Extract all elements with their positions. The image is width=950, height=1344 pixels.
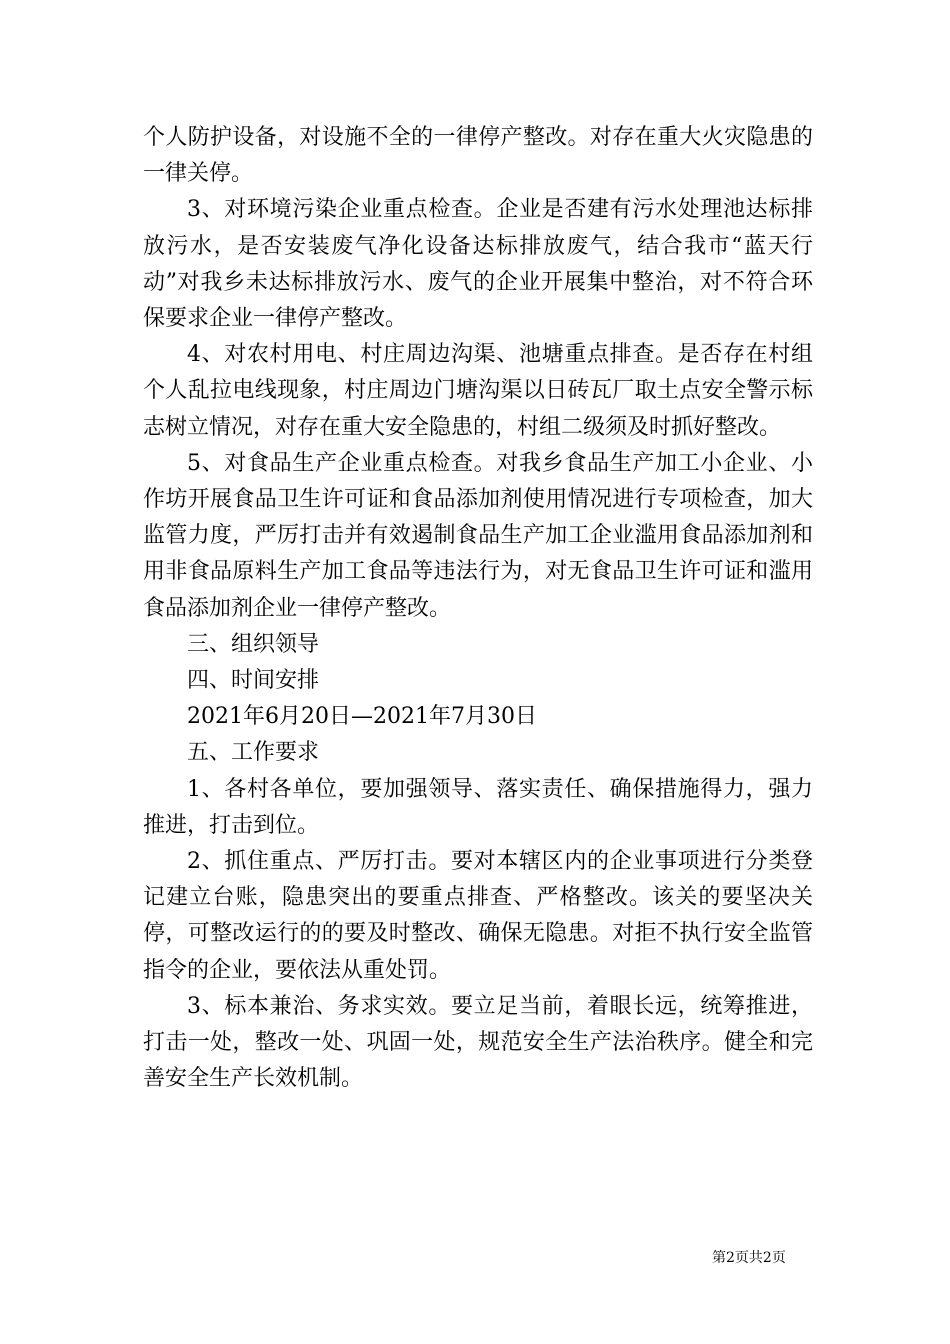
section-heading-organization: 三、组织领导	[187, 631, 320, 657]
requirement-3: 3、标本兼治、务求实效。要立足当前，着眼长远，统筹推进，打击一处，整改一处、巩固一处，规范安全生产法治秩序。健全和完善安全生产长效机制。	[143, 993, 813, 1092]
paragraph-4: 5、对食品生产企业重点检查。对我乡食品生产加工小企业、小作坊开展食品卫生许可证和食品添加剂使用情况进行专项检查，加大监管力度，严厉打击并有效遏制食品生产加工企业滥用食品添加剂和用非食品原料生产加工食品等违法行为，对无食品卫生许可证和滥用食品添加剂企业一律停产整改。	[143, 450, 813, 621]
section-heading-schedule: 四、时间安排	[187, 668, 320, 694]
section-heading-requirements: 五、工作要求	[187, 740, 320, 766]
requirement-2: 2、抓住重点、严厉打击。要对本辖区内的企业事项进行分类登记建立台账，隐患突出的要重点排查、严格整改。该关的要坚决关停，可整改运行的的要及时整改、确保无隐患。对拒不执行安全监管指令的企业，要依法从重处罚。	[143, 849, 813, 983]
paragraph-2: 3、对环境污染企业重点检查。企业是否建有污水处理池达标排放污水，是否安装废气净化设备达标排放废气，结合我市“蓝天行动”对我乡未达标排放污水、废气的企业开展集中整治，对不符合环保要求企业一律停产整改。	[143, 197, 813, 332]
page-number: 第2页共2页	[712, 1250, 786, 1266]
document-body	[143, 120, 813, 1097]
schedule-date-range: 2021年6月20日—2021年7月30日	[187, 704, 537, 730]
paragraph-1: 个人防护设备，对设施不全的一律停产整改。对存在重大火灾隐患的一律关停。	[143, 125, 813, 187]
requirement-1: 1、各村各单位，要加强领导、落实责任、确保措施得力，强力推进，打击到位。	[143, 776, 813, 838]
paragraph-3: 4、对农村用电、村庄周边沟渠、池塘重点排查。是否存在村组个人乱拉电线现象，村庄周边门塘沟渠以日砖瓦厂取土点安全警示标志树立情况，对存在重大安全隐患的，村组二级须及时抓好整改。	[143, 342, 813, 440]
